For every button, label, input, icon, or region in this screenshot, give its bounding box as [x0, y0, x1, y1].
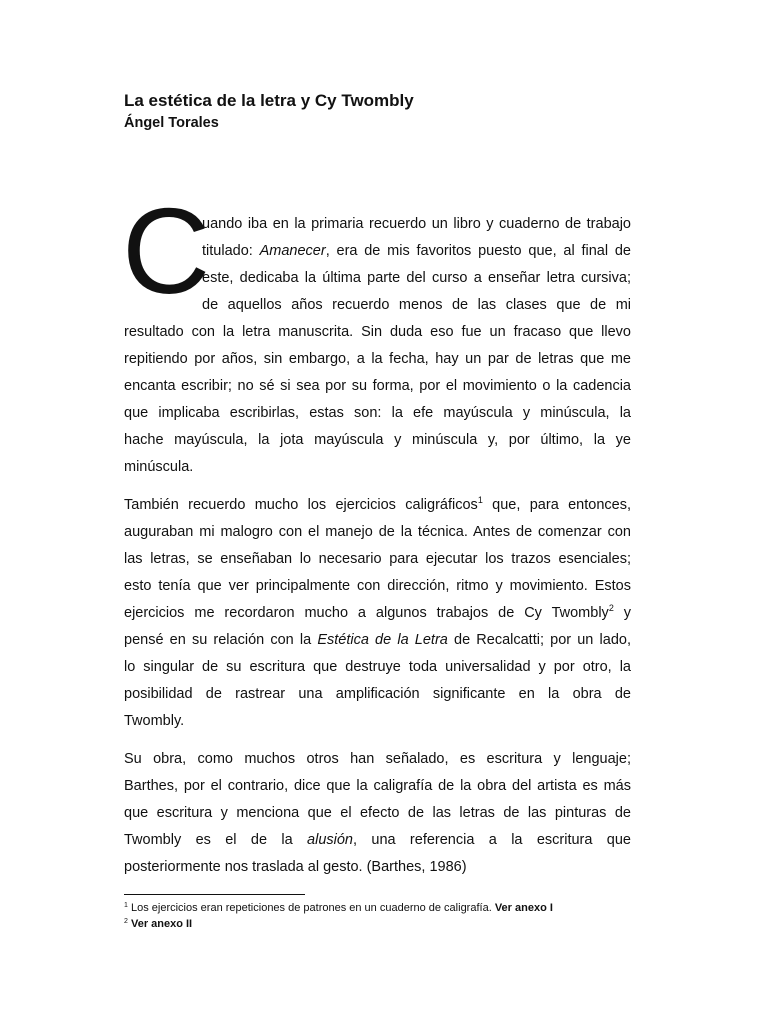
footnote-ref: 2 — [608, 603, 614, 613]
footnote-ref: 1 — [477, 495, 483, 505]
paragraph-line: posteriormente nos traslada al gesto. (Barthes, 1986) — [124, 859, 467, 875]
paragraph-line: posibilidad de rastrear una amplificación significante en la obra de — [124, 686, 631, 702]
book-title: Amanecer — [259, 243, 326, 259]
paragraph-line: lo singular de su escritura que destruye toda universalidad y por otro, la — [124, 659, 631, 675]
paragraph-line: auguraban mi malogro con el manejo de la técnica. Antes de comenzar con — [124, 524, 631, 540]
paragraph-line: uando iba en la primaria recuerdo un libro y cuaderno de trabajo — [202, 216, 631, 232]
annex-link-1: Ver anexo I — [494, 902, 553, 914]
paragraph-line: Barthes, por el contrario, dice que la caligrafía de la obra del artista es más — [124, 778, 631, 794]
paragraph-line: titulado: Amanecer, era de mis favoritos puesto que, al final de — [202, 243, 631, 259]
footnote-1: $^1$ Los ejercicios eran repeticiones de patrones en un cuaderno de caligrafía. Ver anexo I — [124, 902, 553, 914]
emphasis-word: alusión — [307, 832, 353, 848]
footnote-2: $^2$ Ver anexo II — [124, 918, 193, 930]
paragraph-line: encanta escribir; no sé si sea por su forma, por el movimiento o la cadencia — [124, 378, 631, 394]
paragraph-line: Twombly. — [124, 713, 185, 729]
drop-cap: C — [122, 183, 211, 319]
paragraph-line: que escritura y menciona que el efecto de las letras de las pinturas de — [124, 805, 631, 821]
paragraph-line: Twombly es el de la alusión, una referencia a la escritura que — [124, 832, 631, 848]
paragraph-line: de aquellos años recuerdo menos de las clases que de mi — [202, 297, 631, 313]
footnote-divider — [124, 894, 305, 895]
document-title: La estética de la letra y Cy Twombly — [124, 91, 414, 110]
paragraph-line: repitiendo por años, sin embargo, a la fecha, hay un par de letras que me — [124, 351, 631, 367]
paragraph-line: resultado con la letra manuscrita. Sin duda eso fue un fracaso que llevo — [124, 324, 631, 340]
work-title: Estética de la Letra — [317, 632, 448, 648]
paragraph-line: esto tenía que ver principalmente con dirección, ritmo y movimiento. Estos — [124, 578, 631, 594]
paragraph-line: Su obra, como muchos otros han señalado, es escritura y lenguaje; — [124, 751, 631, 767]
paragraph-line: También recuerdo mucho los ejercicios caligráficos$^1$ que, para entonces, — [124, 495, 631, 513]
paragraph-line: las letras, se enseñaban lo necesario para ejecutar los trazos esenciales; — [124, 551, 631, 567]
paragraph-line: este, dedicaba la última parte del curso a enseñar letra cursiva; — [202, 270, 631, 286]
annex-link-2: Ver anexo II — [130, 918, 193, 930]
paragraph-line: minúscula. — [124, 459, 194, 475]
paragraph-line: ejercicios me recordaron mucho a algunos trabajos de Cy Twombly$^2$ y — [124, 603, 632, 621]
paragraph-line: hache mayúscula, la jota mayúscula y minúscula y, por último, la ye — [124, 432, 631, 448]
paragraph-line: pensé en su relación con la Estética de la Letra de Recalcatti; por un lado, — [124, 632, 631, 648]
author-name: Ángel Torales — [124, 115, 219, 131]
paragraph-line: que implicaba escribirlas, estas son: la efe mayúscula y minúscula, la — [124, 405, 631, 421]
